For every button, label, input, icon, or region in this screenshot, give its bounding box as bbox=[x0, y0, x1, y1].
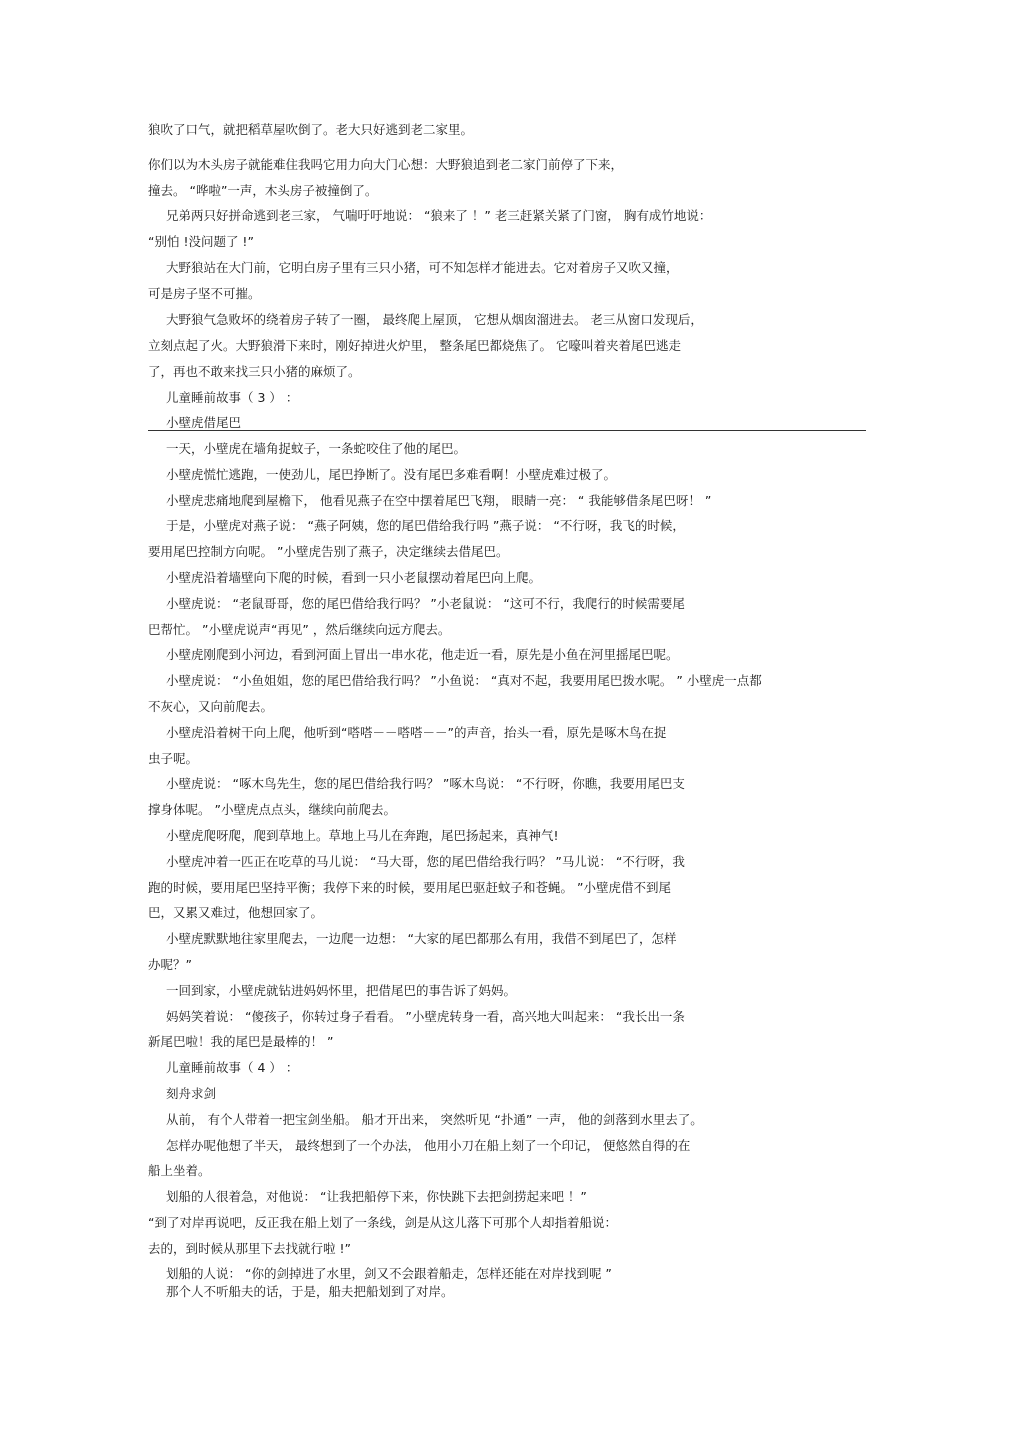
text-line: 立刻点起了火。大野狼滑下来时，刚好掉进火炉里， 整条尾巴都烧焦了。 它嚎叫着夹着尾巴逃走 bbox=[148, 338, 681, 353]
text-line: 巴，又累又难过，他想回家了。 bbox=[148, 905, 324, 920]
text-line: 大野狼气急败坏的绕着房子转了一圈， 最终爬上屋顶， 它想从烟囱溜进去。 老三从窗口发现后， bbox=[166, 312, 703, 327]
text-line: 于是，小壁虎对燕子说： “燕子阿姨，您的尾巴借给我行吗 ”燕子说： “不行呀，我飞的时候， bbox=[166, 518, 685, 533]
text-line: “别怕 !没问题了 !” bbox=[148, 234, 254, 249]
text-line: 小壁虎说： “啄木鸟先生，您的尾巴借给我行吗？ ”啄木鸟说： “不行呀，你瞧，我要用尾巴支 bbox=[166, 776, 685, 791]
text-line: 可是房子坚不可摧。 bbox=[148, 286, 261, 301]
text-line: 那个人不听船夫的话，于是，船夫把船划到了对岸。 bbox=[166, 1284, 454, 1299]
text-line: 大野狼站在大门前，它明白房子里有三只小猪，可不知怎样才能进去。它对着房子又吹又撞， bbox=[166, 260, 679, 275]
text-line: 小壁虎悲痛地爬到屋檐下， 他看见燕子在空中摆着尾巴飞翔， 眼睛一亮： “ 我能够借条尾巴呀！ ” bbox=[166, 493, 712, 508]
text-line: 要用尾巴控制方向呢。 ”小壁虎告别了燕子，决定继续去借尾巴。 bbox=[148, 544, 509, 559]
text-line: 撞去。 “哗啦”一声，木头房子被撞倒了。 bbox=[148, 183, 378, 198]
text-line: 跑的时候，要用尾巴坚持平衡；我停下来的时候，要用尾巴驱赶蚊子和苍蝇。 ”小壁虎借不到尾 bbox=[148, 880, 671, 895]
text-line: 去的，到时候从那里下去找就行啦 !” bbox=[148, 1241, 351, 1256]
text-line: 刻舟求剑 bbox=[166, 1086, 217, 1101]
text-line: 了，再也不敢来找三只小猪的麻烦了。 bbox=[148, 364, 361, 379]
text-line: 兄弟两只好拼命逃到老三家， 气喘吁吁地说： “狼来了 ！” 老三赶紧关紧了门窗， 胸有成竹地说： bbox=[166, 208, 712, 223]
text-line: 办呢？” bbox=[148, 957, 192, 972]
text-line: 小壁虎冲着一匹正在吃草的马儿说： “马大哥，您的尾巴借给我行吗？ ”马儿说： “不行呀，我 bbox=[166, 854, 685, 869]
text-line: 撑身体呢。 ”小壁虎点点头，继续向前爬去。 bbox=[148, 802, 396, 817]
text-line: 新尾巴啦！我的尾巴是最棒的！ ” bbox=[148, 1034, 334, 1049]
text-line: 一天，小壁虎在墙角捉蚊子，一条蛇咬住了他的尾巴。 bbox=[166, 441, 467, 456]
text-line: 小壁虎说： “老鼠哥哥，您的尾巴借给我行吗？ ”小老鼠说： “这可不行，我爬行的时候需要尾 bbox=[166, 596, 685, 611]
text-line: 划船的人很着急，对他说： “让我把船停下来，你快跳下去把剑捞起来吧 ！” bbox=[166, 1189, 587, 1204]
text-line: 你们以为木头房子就能难住我吗它用力向大门心想：大野狼追到老二家门前停了下来， bbox=[148, 157, 624, 172]
text-line: 虫子呢。 bbox=[148, 751, 199, 766]
text-line: 狼吹了口气，就把稻草屋吹倒了。老大只好逃到老二家里。 bbox=[148, 122, 474, 137]
text-line: 怎样办呢他想了半天， 最终想到了一个办法， 他用小刀在船上刻了一个印记， 便悠然自得的在 bbox=[166, 1138, 691, 1153]
text-line: 不灰心，又向前爬去。 bbox=[148, 699, 274, 714]
text-line: 小壁虎借尾巴 bbox=[166, 415, 242, 430]
text-line: 巴帮忙。 ”小壁虎说声“再见” ，然后继续向远方爬去。 bbox=[148, 622, 451, 637]
text-line: 小壁虎刚爬到小河边，看到河面上冒出一串水花，他走近一看，原先是小鱼在河里摇尾巴呢。 bbox=[166, 647, 679, 662]
text-line: 妈妈笑着说： “傻孩子，你转过身子看看。 ”小壁虎转身一看，高兴地大叫起来： “我长出一条 bbox=[166, 1009, 685, 1024]
text-line: 儿童睡前故事（ 4 ） ： bbox=[166, 1060, 299, 1075]
text-line: 划船的人说： “你的剑掉进了水里，剑又不会跟着船走，怎样还能在对岸找到呢 ” bbox=[166, 1266, 612, 1281]
horizontal-rule bbox=[148, 430, 866, 431]
text-line: 小壁虎沿着树干向上爬，他听到“嗒嗒－－嗒嗒－－”的声音，抬头一看，原先是啄木鸟在捉 bbox=[166, 725, 667, 740]
text-line: 小壁虎爬呀爬，爬到草地上。草地上马儿在奔跑，尾巴扬起来，真神气! bbox=[166, 828, 559, 843]
text-line: 船上坐着。 bbox=[148, 1163, 211, 1178]
text-line: 从前， 有个人带着一把宝剑坐船。 船才开出来， 突然听见 “扑通” 一声， 他的剑落到水里去了。 bbox=[166, 1112, 703, 1127]
text-line: 小壁虎沿着墙壁向下爬的时候，看到一只小老鼠摆动着尾巴向上爬。 bbox=[166, 570, 542, 585]
text-line: “到了对岸再说吧，反正我在船上划了一条线，剑是从这儿落下可那个人却指着船说： bbox=[148, 1215, 617, 1230]
text-line: 小壁虎默默地往家里爬去，一边爬一边想： “大家的尾巴都那么有用，我借不到尾巴了，怎样 bbox=[166, 931, 677, 946]
text-line: 一回到家，小壁虎就钻进妈妈怀里，把借尾巴的事告诉了妈妈。 bbox=[166, 983, 517, 998]
text-line: 小壁虎说： “小鱼姐姐，您的尾巴借给我行吗？ ”小鱼说： “真对不起，我要用尾巴拨水呢。 ” 小壁虎一点都 bbox=[166, 673, 762, 688]
text-line: 小壁虎慌忙逃跑，一使劲儿，尾巴挣断了。没有尾巴多难看啊！小壁虎难过极了。 bbox=[166, 467, 617, 482]
text-line: 儿童睡前故事（ 3 ） ： bbox=[166, 390, 299, 405]
